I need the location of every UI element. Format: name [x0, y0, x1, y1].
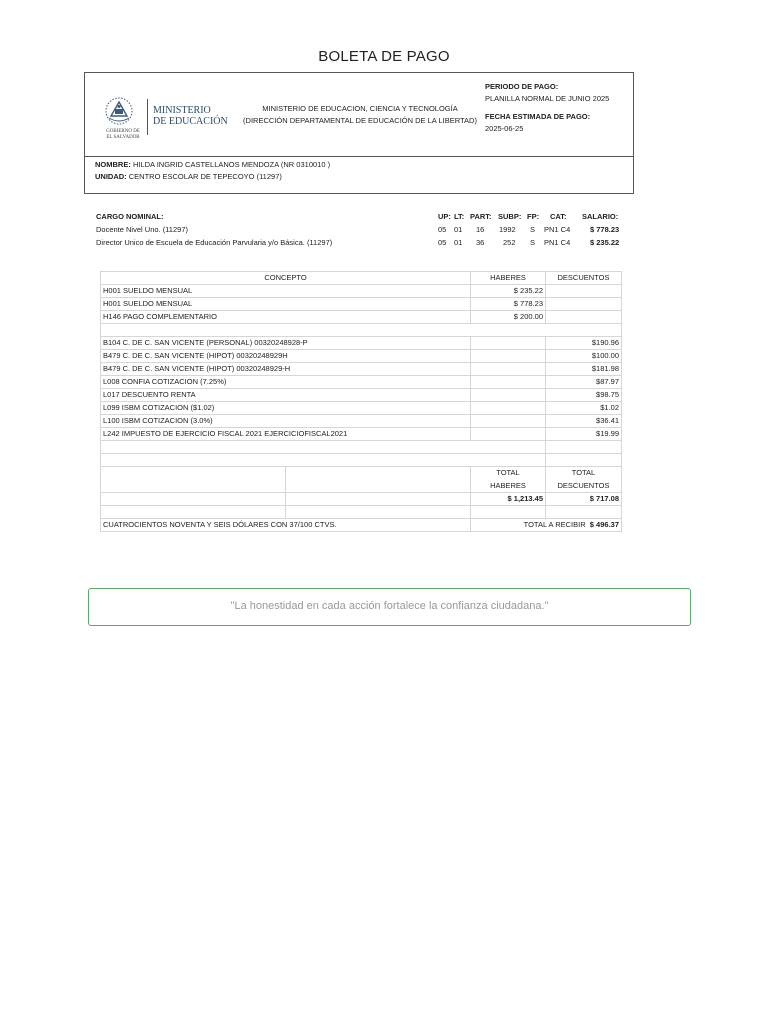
- gobierno-text: GOBIERNO DE EL SALVADOR: [106, 129, 140, 140]
- cargo-nominal-section: [96, 210, 626, 249]
- cargo-row: Director Unico de Escuela de Educación Parvularia y/o Básica. (11297) 05 01 36 252 S PN1 C4 $ 235.22: [96, 238, 620, 247]
- institution-name: MINISTERIO DE EDUCACION, CIENCIA Y TECNOLOGÍA (DIRECCIÓN DEPARTAMENTAL DE EDUCACIÓN DE LA LIBERTAD): [243, 104, 477, 125]
- spacer-row: [101, 324, 622, 337]
- coat-of-arms-icon: [103, 95, 135, 127]
- ministerio-text: MINISTERIO DE EDUCACIÓN: [153, 105, 228, 127]
- net-pay-value: $ 496.37: [589, 520, 619, 529]
- payment-info: [485, 81, 635, 135]
- nombre-value: HILDA INGRID CASTELLANOS MENDOZA (NR 0310010 ): [132, 160, 331, 169]
- table-row: L017 DESCUENTO RENTA $98.75: [101, 389, 622, 402]
- page-title: BOLETA DE PAGO: [318, 48, 450, 65]
- totals-value-row: [101, 493, 622, 506]
- concepto-header: CONCEPTO: [101, 272, 471, 285]
- cargo-row: Docente Nivel Uno. (11297) 05 01 16 1992 S PN1 C4 $ 778.23: [96, 225, 620, 234]
- totals-sublabel-row: HABERES DESCUENTOS: [101, 480, 622, 493]
- fecha-label: FECHA ESTIMADA DE PAGO:: [485, 112, 591, 121]
- table-row: B104 C. DE C. SAN VICENTE (PERSONAL) 00320248928-P $190.96: [101, 337, 622, 350]
- table-row: B479 C. DE C. SAN VICENTE (HIPOT) 00320248929H $100.00: [101, 350, 622, 363]
- header-box: [84, 72, 634, 194]
- descuentos-header: DESCUENTOS: [546, 272, 622, 285]
- employee-info: [95, 159, 330, 183]
- nombre-label: NOMBRE:: [95, 160, 131, 169]
- header-top: [85, 73, 633, 157]
- table-row: L008 CONFIA COTIZACION (7.25%) $87.97: [101, 376, 622, 389]
- table-row: H001 SUELDO MENSUAL $ 235.22: [101, 285, 622, 298]
- spacer-row: [101, 506, 622, 519]
- table-row: L242 IMPUESTO DE EJERCICIO FISCAL 2021 EJERCICIOFISCAL2021 $19.99: [101, 428, 622, 441]
- total-descuentos: $ 717.08: [546, 493, 622, 506]
- amount-in-words: CUATROCIENTOS NOVENTA Y SEIS DÓLARES CON 37/100 CTVS.: [101, 519, 471, 532]
- table-row: B479 C. DE C. SAN VICENTE (HIPOT) 00320248929-H $181.98: [101, 363, 622, 376]
- ministerio-logo: [103, 95, 228, 141]
- cargo-header-row: CARGO NOMINAL: UP: LT: PART: SUBP: FP: CAT: SALARIO:: [96, 212, 619, 221]
- detail-header-row: [101, 272, 622, 285]
- detail-table: [100, 271, 622, 532]
- table-row: L099 ISBM COTIZACION ($1.02) $1.02: [101, 402, 622, 415]
- total-a-recibir: TOTAL A RECIBIR $ 496.37: [471, 519, 622, 532]
- unidad-value: CENTRO ESCOLAR DE TEPECOYO (11297): [128, 172, 282, 181]
- spacer-row: [101, 454, 622, 467]
- periodo-label: PERIODO DE PAGO:: [485, 82, 559, 91]
- periodo-value: PLANILLA NORMAL DE JUNIO 2025: [485, 94, 610, 103]
- table-row: H001 SUELDO MENSUAL $ 778.23: [101, 298, 622, 311]
- haberes-header: HABERES: [471, 272, 546, 285]
- total-haberes: $ 1,213.45: [471, 493, 546, 506]
- unidad-label: UNIDAD:: [95, 172, 127, 181]
- spacer-row: [101, 441, 622, 454]
- fecha-value: 2025-06-25: [485, 124, 524, 133]
- table-row: L100 ISBM COTIZACION (3.0%) $36.41: [101, 415, 622, 428]
- net-pay-row: [101, 519, 622, 532]
- quote-banner: "La honestidad en cada acción fortalece la confianza ciudadana.": [88, 588, 691, 626]
- totals-label-row: TOTAL TOTAL: [101, 467, 622, 480]
- table-row: H146 PAGO COMPLEMENTARIO $ 200.00: [101, 311, 622, 324]
- logo-divider: [147, 99, 148, 135]
